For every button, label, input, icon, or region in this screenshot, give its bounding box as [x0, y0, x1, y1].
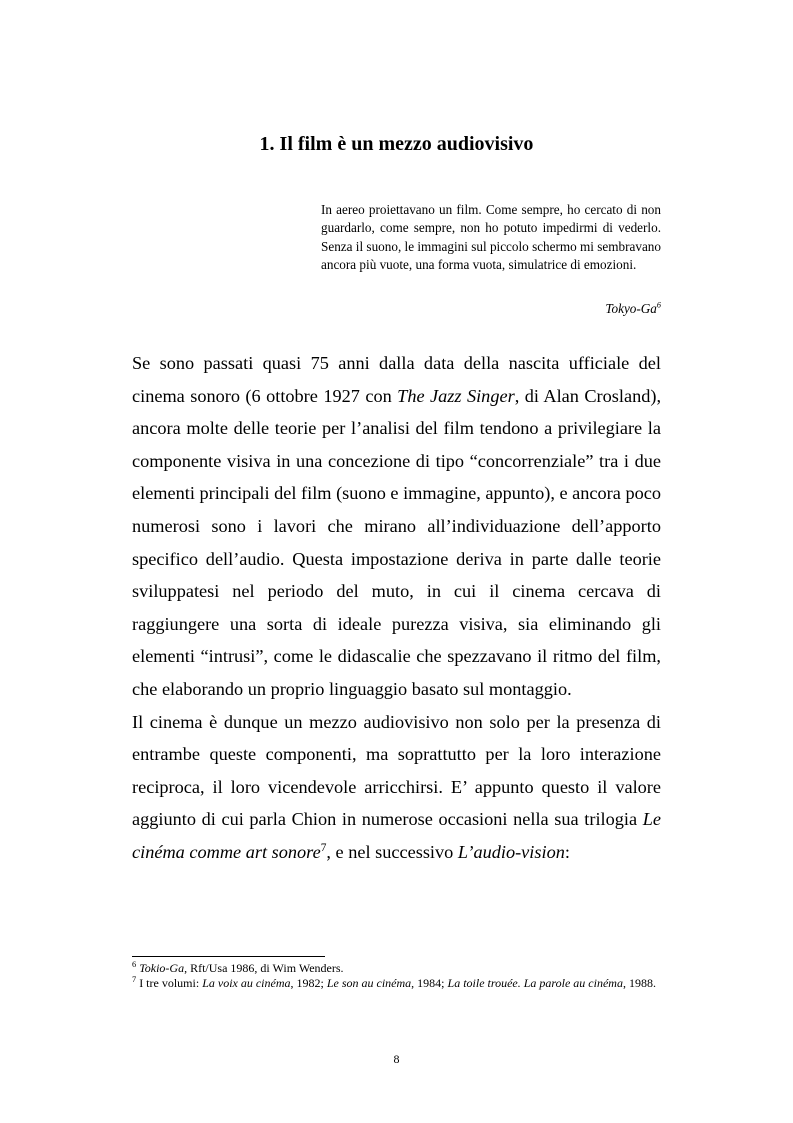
- epigraph-text: In aereo proiettavano un film. Come sempre, ho cercato di non guardarlo, come sempre, non ho potuto impedirmi di vederlo. Senza il suono, le immagini sul piccolo schermo mi sembravano ancora più vuote, una forma vuota, simulatrice di emozioni.: [321, 202, 661, 273]
- footnote-ref-6[interactable]: 6: [656, 300, 661, 310]
- paragraph-2-text-c: :: [564, 841, 570, 862]
- footnote-6-title: Tokio-Ga: [139, 961, 185, 975]
- book-title-audio-vision: L’audio-vision: [457, 841, 565, 862]
- page-number: 8: [393, 1052, 400, 1066]
- section-title: 1. Il film è un mezzo audiovisivo: [259, 133, 534, 155]
- footnote-7-sep-3: , 1988.: [622, 976, 656, 990]
- paragraph-1-text-b: , di Alan Crosland), ancora molte delle teorie per l’analisi del film tendono a privilegiare la componente visiva in una concezione di tipo “concorrenziale” tra i due elementi principali del film (suono e immagine, appunto), e ancora poco numerosi sono i lavori che mirano all’individuazione dell’apporto specifico dell’audio. Questa impostazione deriva in parte dalle teorie sviluppatesi nel periodo del muto, in cui il cinema cercava di raggiungere una sorta di ideale purezza visiva, sia eliminando gli elementi “intrusi”, come le didascalie che spezzavano il ritmo del film, che elaborando un proprio linguaggio basato sul montaggio.: [132, 385, 662, 699]
- paragraph-1: [132, 347, 661, 706]
- footnote-7: [132, 976, 661, 991]
- book-title-cinema-art-sonore: Le cinéma comme art sonore: [132, 809, 661, 862]
- footnote-6-mark: 6: [132, 960, 137, 969]
- footnote-7-mark: 7: [132, 975, 137, 984]
- footnote-separator: [132, 956, 325, 957]
- footnote-7-sep-2: , 1984;: [411, 976, 448, 990]
- footnotes: [132, 961, 661, 991]
- footnote-7-title-2: Le son au cinéma: [326, 976, 412, 990]
- epigraph: [321, 201, 661, 275]
- epigraph-source: [605, 300, 661, 318]
- paragraph-2-text-a: Il cinema è dunque un mezzo audiovisivo non solo per la presenza di entrambe queste componenti, ma soprattutto per la loro interazione reciproca, il loro vicendevole arricchirsi. E’ appunto questo il valore aggiunto di cui parla Chion in numerose occasioni nella sua trilogia: [132, 711, 661, 830]
- footnote-7-title-1: La voix au cinéma: [202, 976, 291, 990]
- film-title-jazz-singer: The Jazz Singer: [397, 385, 515, 406]
- epigraph-source-title: Tokyo-Ga: [605, 301, 657, 316]
- footnote-ref-7[interactable]: 7: [320, 841, 327, 854]
- footnote-6: [132, 961, 661, 976]
- footnote-7-title-3: La toile trouée. La parole au cinéma: [447, 976, 623, 990]
- paragraph-2: [132, 706, 661, 869]
- paragraph-2-text-b: , e nel successivo: [326, 841, 458, 862]
- footnote-7-sep-1: , 1982;: [290, 976, 327, 990]
- body-text: [132, 347, 661, 869]
- footnote-6-text: , Rft/Usa 1986, di Wim Wenders.: [184, 961, 344, 975]
- footnote-7-lead: I tre volumi:: [136, 976, 203, 990]
- paragraph-1-text-a: Se sono passati quasi 75 anni dalla data della nascita ufficiale del cinema sonoro (6 ottobre 1927 con: [132, 353, 661, 406]
